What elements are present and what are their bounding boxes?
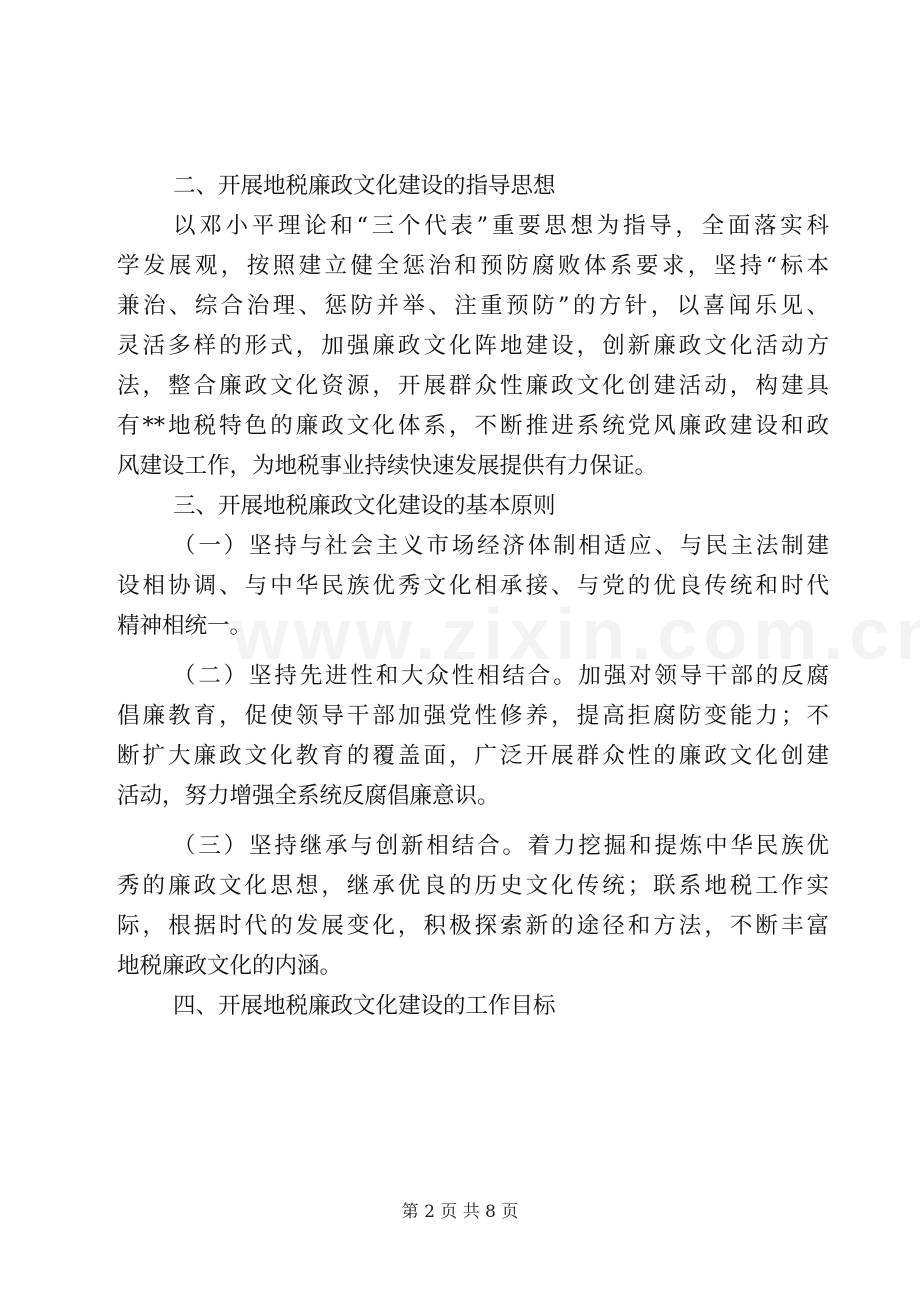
paragraph-line: 精神相统一。 — [117, 613, 253, 639]
section-heading-4: 四、开展地税廉政文化建设的工作目标 — [173, 993, 556, 1019]
paragraph-line: 法，整合廉政文化资源，开展群众性廉政文化创建活动，构建具 — [117, 373, 829, 399]
paragraph-line: 秀的廉政文化思想，继承优良的历史文化传统；联系地税工作实 — [117, 873, 829, 899]
document-body — [117, 166, 829, 1026]
paragraph-line: 活动，努力增强全系统反腐倡廉意识。 — [117, 783, 500, 809]
paragraph-line: 地税廉政文化的内涵。 — [117, 953, 343, 979]
paragraph-line: 设相协调、与中华民族优秀文化相承接、与党的优良传统和时代 — [117, 573, 829, 599]
paragraph-line: 际，根据时代的发展变化，积极探索新的途径和方法，不断丰富 — [117, 913, 829, 939]
paragraph-line: 兼治、综合治理、惩防并举、注重预防”的方针，以喜闻乐见、 — [117, 293, 829, 319]
paragraph-line: 学发展观，按照建立健全惩治和预防腐败体系要求，坚持“标本 — [117, 253, 829, 279]
section-heading-3: 三、开展地税廉政文化建设的基本原则 — [173, 493, 556, 519]
paragraph-line: （三）坚持继承与创新相结合。着力挖掘和提炼中华民族优 — [173, 833, 829, 859]
paragraph-line: 以邓小平理论和“三个代表”重要思想为指导，全面落实科 — [173, 213, 829, 239]
paragraph-line: 倡廉教育，促使领导干部加强党性修养，提高拒腐防变能力；不 — [117, 703, 829, 729]
paragraph-line: 断扩大廉政文化教育的覆盖面，广泛开展群众性的廉政文化创建 — [117, 743, 829, 769]
paragraph-line: 有**地税特色的廉政文化体系，不断推进系统党风廉政建设和政 — [117, 413, 829, 439]
paragraph-line: 风建设工作，为地税事业持续快速发展提供有力保证。 — [117, 453, 658, 479]
paragraph-line: （二）坚持先进性和大众性相结合。加强对领导干部的反腐 — [173, 663, 829, 689]
page-number-footer: 第 2 页 共 8 页 — [401, 1202, 519, 1222]
paragraph-line: 灵活多样的形式，加强廉政文化阵地建设，创新廉政文化活动方 — [117, 333, 829, 359]
paragraph-line: （一）坚持与社会主义市场经济体制相适应、与民主法制建 — [173, 533, 829, 559]
section-heading-2: 二、开展地税廉政文化建设的指导思想 — [173, 173, 556, 199]
